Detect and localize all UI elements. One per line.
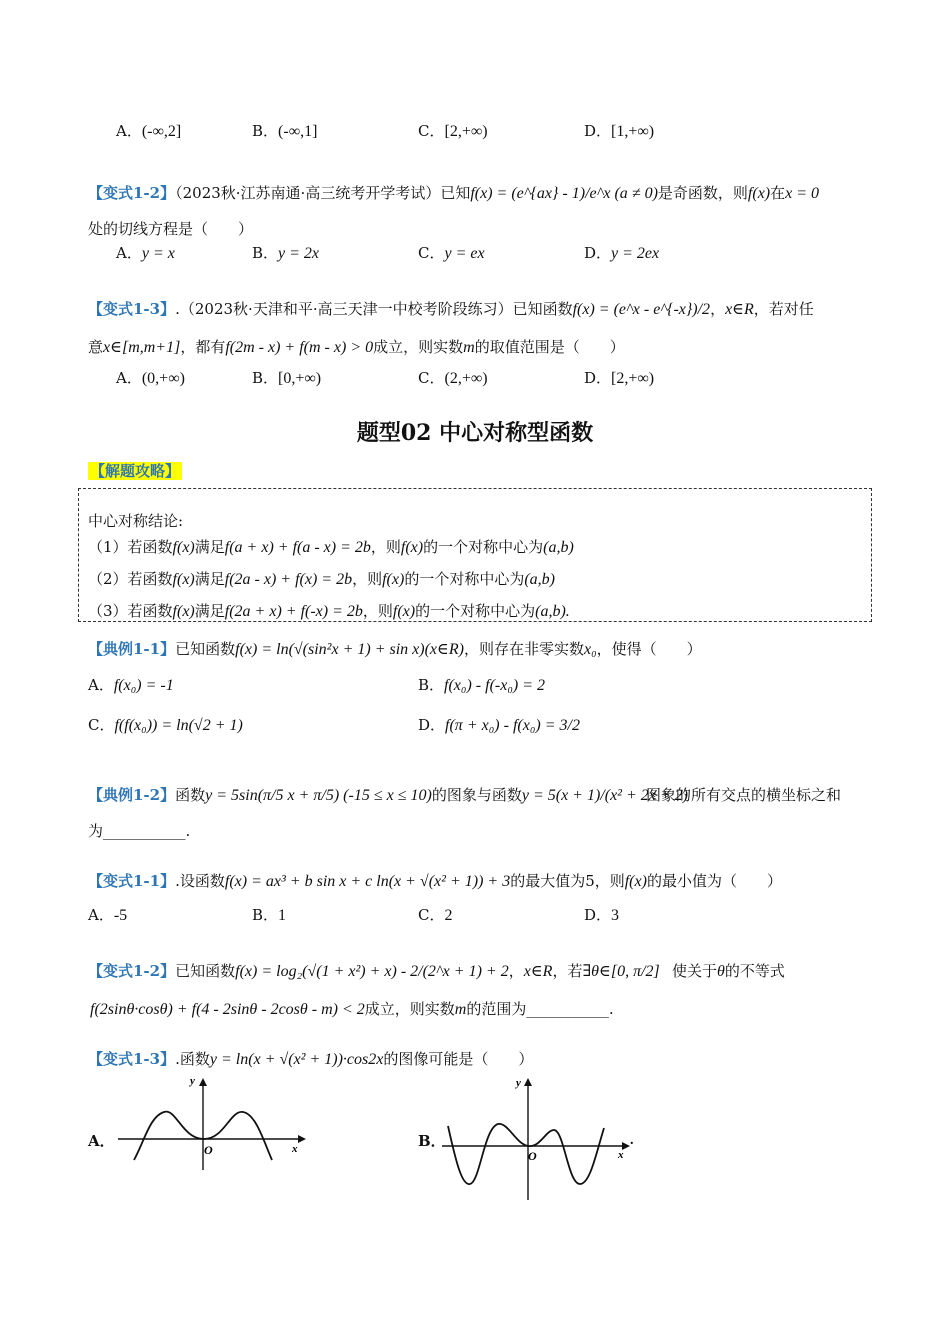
v12-func: f(x) = (e^{ax} - 1)/e^x (a ≠ 0) — [470, 185, 658, 202]
v12b-text1: 已知函数 — [175, 962, 236, 980]
e12-tag: 【典例1-2】 — [88, 786, 176, 804]
v13-question-line2 — [88, 336, 625, 357]
v13-text2: ，若对任 — [753, 300, 814, 318]
graph-b-origin: O — [528, 1149, 537, 1163]
v12b-tag: 【变式1-2】 — [88, 962, 176, 980]
v13-option-a-label: A． — [116, 369, 142, 387]
e11-option-c-label: C． — [88, 716, 115, 734]
box-l1-fx2: f(x) — [400, 539, 424, 556]
v11b-option-c-label: C． — [418, 906, 445, 924]
box-l3-pt: (a,b). — [535, 603, 570, 620]
option-b-label: B． — [252, 122, 279, 140]
v13-option-a-value: (0,+∞) — [141, 370, 185, 387]
graph-a-y-label: y — [190, 1075, 195, 1087]
v13b-text1: .函数 — [175, 1050, 210, 1068]
e12-text1: 函数 — [175, 786, 206, 804]
v12b-text4: 的不等式 — [724, 962, 785, 980]
box-line0: 中心对称结论: — [88, 512, 184, 530]
v13-text6: 的取值范围是（ ） — [474, 338, 625, 356]
e11-text2: ，则存在非零实数 — [463, 640, 584, 658]
graph-b-y-arrow-icon — [524, 1078, 532, 1086]
box-l2-post: ，则 — [352, 570, 383, 588]
box-l2-fx2: f(x) — [382, 571, 405, 588]
v11b-fx: f(x) — [624, 873, 647, 890]
option-b[interactable] — [252, 120, 317, 141]
v13-func: f(x) = (e^x - e^{-x})/2 — [572, 301, 711, 318]
v11b-option-b-label: B． — [252, 906, 279, 924]
v13-option-c-value: (2,+∞) — [444, 370, 488, 387]
box-l1-post: ，则 — [370, 538, 401, 556]
box-l3-mid: 满足 — [194, 602, 225, 620]
v12-option-d-value: y = 2ex — [611, 245, 660, 262]
v11b-text2: 的最大值为5，则 — [510, 872, 625, 890]
option-c-value: [2,+∞) — [444, 123, 488, 140]
graph-a-origin: O — [204, 1143, 213, 1157]
e12-func1: y = 5sin(π/5 x + π/5) (-15 ≤ x ≤ 10) — [205, 787, 432, 804]
graph-b-curve — [448, 1124, 604, 1184]
box-l3-cond: f(2a + x) + f(-x) = 2b — [224, 603, 363, 620]
v13-interval: x∈[m,m+1] — [103, 339, 181, 356]
v13-domain: x∈R — [725, 301, 754, 318]
v12b-text6: 的范围为___________. — [466, 1000, 614, 1018]
v13-question-line1: 【变式1-3】.（2023秋·天津和平·高三天津一中校考阶段练习）已知函数f(x) = (e^x - e^{-x})/2，x∈R，若对任 — [88, 300, 814, 318]
v12-option-a[interactable] — [116, 242, 175, 263]
graph-a-y-arrow-icon — [199, 1078, 207, 1086]
v11b-text3: 的最小值为（ ） — [646, 872, 782, 890]
box-l3-pre: （3）若函数 — [88, 602, 173, 620]
e11-option-b-label: B． — [418, 676, 445, 694]
v11b-option-d[interactable] — [584, 904, 619, 925]
box-line3 — [88, 600, 570, 621]
graph-b-y-label: y — [516, 1077, 521, 1089]
option-d-label: D． — [584, 122, 612, 140]
v12-option-d-label: D． — [584, 244, 612, 262]
box-l1-fx: f(x) — [172, 539, 195, 556]
v12-text1: （2023秋·江苏南通·高三统考开学考试）已知 — [175, 184, 471, 202]
e11-option-a-value: f(x₀) = -1 — [113, 677, 174, 694]
box-l2-end: 的一个对称中心为 — [404, 570, 525, 588]
box-l3-post: ，则 — [362, 602, 393, 620]
box-line2 — [88, 568, 555, 589]
option-c[interactable] — [418, 120, 488, 141]
v12b-theta: θ — [717, 963, 725, 980]
option-d-value: [1,+∞) — [611, 123, 655, 140]
v13b-func: y = ln(x + √(x² + 1))·cos2x — [209, 1051, 384, 1068]
v13b-option-a[interactable]: A． — [88, 1132, 115, 1150]
v13-ineq: f(2m - x) + f(m - x) > 0 — [225, 339, 374, 356]
e11-option-d-value: f(π + x₀) - f(x₀) = 3/2 — [445, 717, 580, 734]
v13b-tag: 【变式1-3】 — [88, 1050, 176, 1068]
graph-a[interactable] — [112, 1072, 308, 1172]
e11-func: f(x) = ln(√(sin²x + 1) + sin x)(x∈R) — [235, 641, 464, 658]
v12-option-a-value: y = x — [141, 245, 175, 262]
e11-question — [88, 638, 702, 659]
graph-b-x-label: x — [618, 1149, 624, 1161]
box-l1-pt: (a,b) — [543, 539, 574, 556]
v12-option-a-label: A． — [116, 244, 142, 262]
v12b-m: m — [454, 1001, 467, 1018]
box-l2-mid: 满足 — [194, 570, 225, 588]
v12-question-line2: 处的切线方程是（ ） — [88, 220, 254, 238]
e11-option-a[interactable] — [88, 674, 174, 695]
e11-option-c-value: f(f(x₀)) = ln(√2 + 1) — [114, 717, 243, 734]
box-l3-fx: f(x) — [172, 603, 195, 620]
v12-fx: f(x) — [747, 185, 771, 202]
box-l2-pt: (a,b) — [524, 571, 555, 588]
graph-b-dot: . — [630, 1133, 634, 1148]
v12-option-b[interactable] — [252, 242, 319, 263]
option-b-value: (-∞,1] — [278, 123, 318, 140]
v13-option-d[interactable] — [584, 367, 654, 388]
v12b-domain: x∈R — [523, 963, 553, 980]
strategy-highlight: 【解题攻略】 — [90, 462, 181, 480]
option-a-value: (-∞,2] — [141, 123, 182, 140]
v13b-option-b[interactable]: B． — [418, 1132, 446, 1150]
strategy-label — [88, 460, 182, 481]
graph-a-x-arrow-icon — [298, 1135, 306, 1143]
e12-text2: 的图象与函数 — [431, 786, 522, 804]
e11-x0: x₀ — [584, 641, 597, 658]
e11-option-d[interactable] — [418, 714, 580, 735]
e11-tag: 【典例1-1】 — [88, 640, 176, 658]
option-a-label: A． — [116, 122, 142, 140]
v11b-question — [88, 870, 782, 891]
v13-option-b-label: B． — [252, 369, 279, 387]
v12-option-c-value: y = ex — [444, 245, 485, 262]
graph-a-x-label: x — [292, 1143, 298, 1155]
v12b-text2: ，若 — [552, 962, 583, 980]
v13-option-b[interactable] — [252, 367, 321, 388]
v11b-func: f(x) = ax³ + b sin x + c ln(x + √(x² + 1)) + 3 — [224, 873, 511, 890]
v13-tag: 【变式1-3】 — [88, 300, 176, 318]
e12-text3: 图象的所有交点的横坐标之和 — [646, 786, 842, 804]
e12-question-line1 — [88, 784, 688, 805]
e12-question-line2: 为___________. — [88, 822, 191, 840]
section-title: 题型02 中心对称型函数 — [356, 420, 594, 446]
v11b-option-c[interactable] — [418, 904, 452, 925]
v12-option-b-label: B． — [252, 244, 279, 262]
v11b-tag: 【变式1-1】 — [88, 872, 176, 890]
option-c-label: C． — [418, 122, 445, 140]
box-l2-fx: f(x) — [172, 571, 195, 588]
v13b-question — [88, 1048, 533, 1069]
v13-option-b-value: [0,+∞) — [278, 370, 322, 387]
v13-m: m — [463, 339, 475, 356]
option-a[interactable] — [116, 120, 181, 141]
box-l2-cond: f(2a - x) + f(x) = 2b — [224, 571, 353, 588]
box-l3-end: 的一个对称中心为 — [415, 602, 536, 620]
e12-func2: y = 5(x + 1)/(x² + 2x + 2) — [521, 787, 688, 804]
v11b-option-d-value: 3 — [611, 907, 620, 924]
v12b-text3: 使关于 — [672, 962, 718, 980]
option-d[interactable] — [584, 120, 654, 141]
v13-text5: 成立，则实数 — [373, 338, 464, 356]
v11b-option-a-label: A． — [88, 906, 114, 924]
v12-option-b-value: y = 2x — [278, 245, 320, 262]
v13-option-a[interactable] — [116, 367, 185, 388]
v13b-text2: 的图像可能是（ ） — [383, 1050, 534, 1068]
v12b-question-line1-tail — [672, 960, 785, 981]
v12b-text5: 成立，则实数 — [364, 1000, 455, 1018]
e11-option-b-value: f(x₀) - f(-x₀) = 2 — [444, 677, 546, 694]
v12-x0: x = 0 — [785, 185, 820, 202]
v12-text3: 在 — [770, 184, 786, 202]
box-l1-mid: 满足 — [194, 538, 225, 556]
v11b-option-b[interactable] — [252, 904, 286, 925]
v12b-func: f(x) = log₂(√(1 + x²) + x) - 2/(2^x + 1) + 2 — [235, 963, 509, 980]
box-l2-pre: （2）若函数 — [88, 570, 173, 588]
e11-option-d-label: D． — [418, 716, 446, 734]
e11-option-a-label: A． — [88, 676, 114, 694]
v11b-option-c-value: 2 — [444, 907, 453, 924]
v12-text2: 是奇函数，则 — [657, 184, 748, 202]
box-l1-end: 的一个对称中心为 — [423, 538, 544, 556]
box-l1-pre: （1）若函数 — [88, 538, 173, 556]
v13-text3: 意 — [88, 338, 104, 356]
e11-option-b[interactable] — [418, 674, 545, 695]
box-l3-fx2: f(x) — [392, 603, 416, 620]
box-l1-cond: f(a + x) + f(a - x) = 2b — [224, 539, 371, 556]
v13-option-d-value: [2,+∞) — [611, 370, 655, 387]
v12-question-line1 — [88, 182, 819, 203]
v13-option-c-label: C． — [418, 369, 445, 387]
v11b-option-b-value: 1 — [278, 907, 287, 924]
graph-b[interactable] — [436, 1072, 636, 1204]
v12b-question-line1: 【变式1-2】已知函数f(x) = log₂(√(1 + x²) + x) - 2/(2^x + 1) + 2，x∈R，若∃θ∈[0, π/2] — [88, 962, 660, 980]
v12b-exists: ∃θ∈[0, π/2] — [582, 963, 660, 980]
v11b-option-a-value: -5 — [113, 907, 128, 924]
box-line1 — [88, 536, 574, 557]
e11-text1: 已知函数 — [175, 640, 236, 658]
v12-option-c[interactable] — [418, 242, 485, 263]
v12b-ineq: f(2sinθ·cosθ) + f(4 - 2sinθ - 2cosθ - m) < 2 — [90, 1001, 365, 1018]
v13-text1: .（2023秋·天津和平·高三天津一中校考阶段练习）已知函数 — [175, 300, 573, 318]
v12-option-c-label: C． — [418, 244, 445, 262]
v11b-option-a[interactable] — [88, 904, 127, 925]
v12-option-d[interactable] — [584, 242, 659, 263]
v11b-text1: .设函数 — [175, 872, 225, 890]
v13-option-d-label: D． — [584, 369, 612, 387]
v12b-question-line2 — [90, 998, 614, 1019]
v13-text4: ，都有 — [180, 338, 226, 356]
v12-tag: 【变式1-2】 — [88, 184, 176, 202]
e11-text3: ，使得（ ） — [596, 640, 702, 658]
v11b-option-d-label: D． — [584, 906, 612, 924]
e11-option-c[interactable] — [88, 714, 243, 735]
v13-option-c[interactable] — [418, 367, 488, 388]
